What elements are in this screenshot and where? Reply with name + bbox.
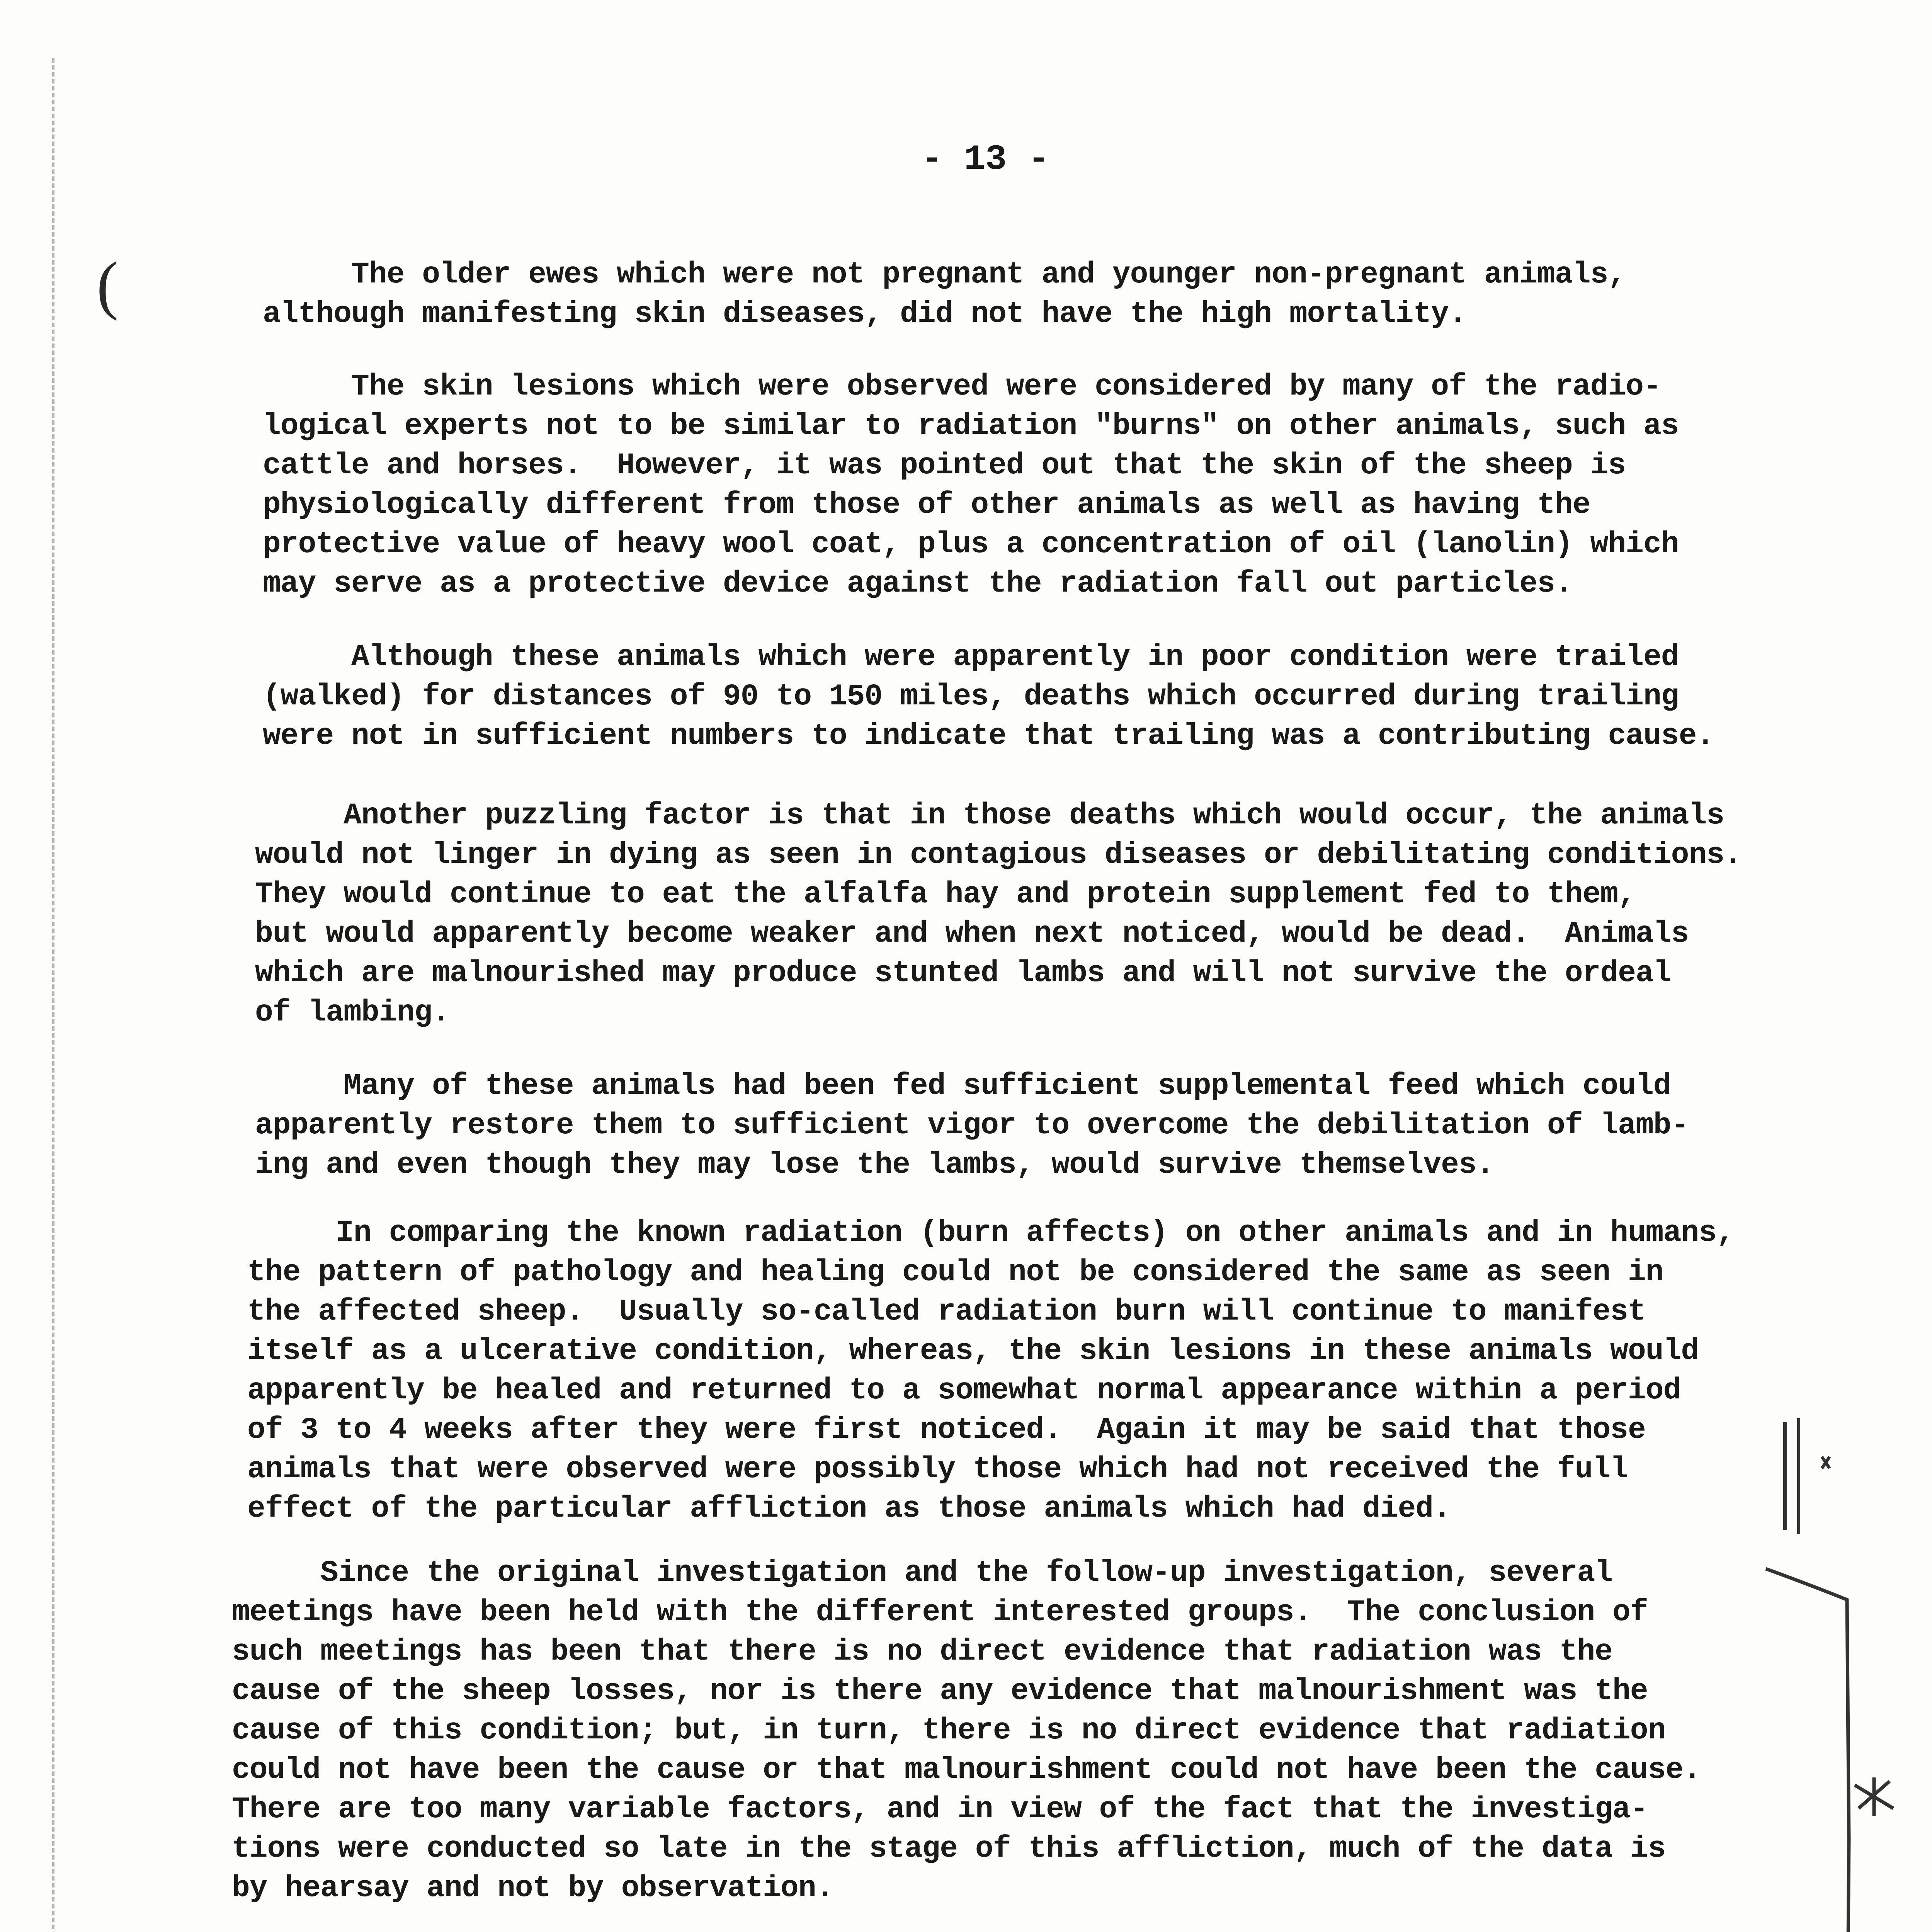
margin-bracket-mark — [1762, 1368, 1862, 1932]
paragraph-trailing: Although these animals which were apparently in poor condition were trailed (walked) for distances of 90 to 150 miles, deaths which occurred during trailing were not in sufficient numbers to indicate that trailing was a contributing cause. — [263, 640, 1714, 753]
paragraph-older-ewes: The older ewes which were not pregnant and younger non-pregnant animals, although manifesting skin diseases, did not have the high mortality. — [263, 258, 1626, 331]
paragraph-meetings-conclusion: Since the original investigation and the follow-up investigation, several meetings have been held with the different interested groups. The conclusion of such meetings has been that there is no direct evidence that radiation was the cause of the sheep losses, nor is there any evidence that malnourishment was the cause of this condition; but, in turn, there is no direct evidence that radiation could not have been the cause or that malnourishment could not have been the cause. There are too many variable factors, and in view of the fact that the investiga- tions were conducted so late in the stage of this affliction, much of the data is by hearsay and not by observation. — [232, 1556, 1701, 1905]
paragraph-supplemental-feed: Many of these animals had been fed sufficient supplemental feed which could apparently restore them to sufficient vigor to overcome the debilitation of lamb- ing and even though they may lose the lambs, would survive themselves. — [255, 1069, 1689, 1182]
paragraph-puzzling-factor: Another puzzling factor is that in those deaths which would occur, the animals would not linger in dying as seen in contagious diseases or debilitating conditions. They would continue to eat the alfalfa hay and protein supplement fed to them, but would apparently become weaker and when next noticed, would be dead. Animals which are malnourished may produce stunted lambs and will not survive the ordeal of lambing. — [255, 799, 1742, 1030]
binding-edge — [52, 58, 54, 1932]
paragraph-skin-lesions: The skin lesions which were observed were considered by many of the radio- logical experts not to be similar to radiation "burns" on other animals, such as cattle and horses. However, it was pointed out that the skin of the sheep is physiologically different from those of other animals as well as having the protective value of heavy wool coat, plus a concentration of oil (lanolin) which may serve as a protective device against the radiation fall out particles. — [263, 370, 1679, 601]
paragraph-comparing-radiation: In comparing the known radiation (burn affects) on other animals and in humans, the pattern of pathology and healing could not be considered the same as seen in the affected sheep. Usually so-called radiation burn will continue to manifest itself as a ulcerative condition, whereas, the skin lesions in these animals would apparently be healed and returned to a somewhat normal appearance within a period of 3 to 4 weeks after they were first noticed. Again it may be said that those animals that were observed were possibly those which had not received the full effect of the particular affliction as those animals which had died. — [247, 1216, 1734, 1526]
asterisk-mark — [1851, 1774, 1897, 1820]
margin-parenthesis-top: ( — [97, 248, 119, 321]
page-number: - 13 - — [921, 139, 1049, 180]
